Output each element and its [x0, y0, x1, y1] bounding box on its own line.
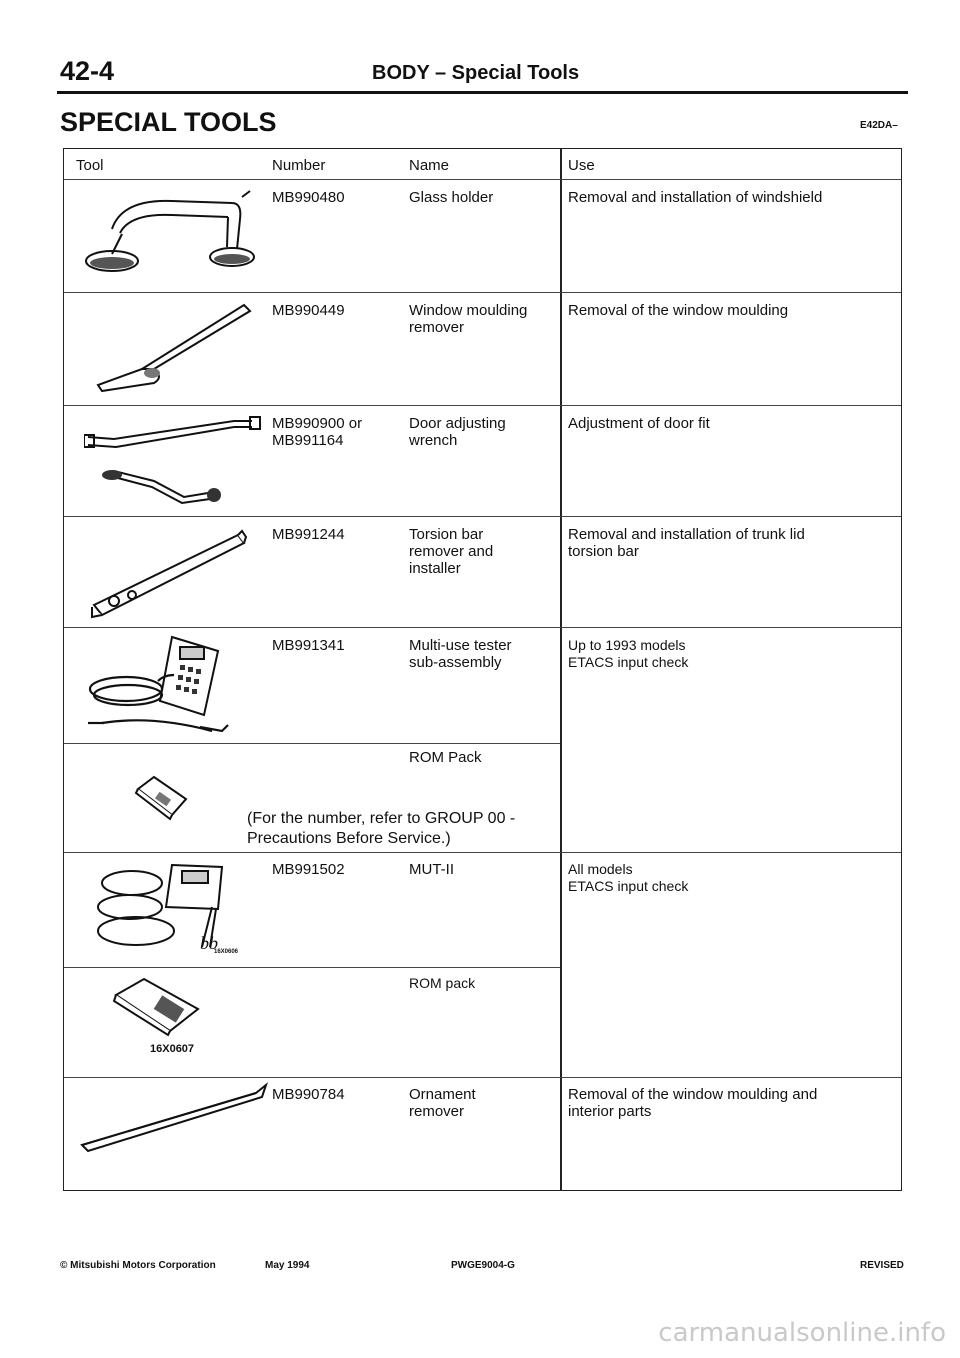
ornament-remover-icon: [76, 1079, 276, 1154]
footer-status: REVISED: [860, 1260, 904, 1271]
svg-text:bb: bb: [200, 933, 218, 953]
tool-use: All models ETACS input check: [568, 861, 689, 894]
multi-use-tester-icon: [82, 631, 252, 739]
mut-ii-tester-icon: [92, 857, 264, 961]
tool-number: MB990900 or MB991164: [272, 415, 363, 449]
tool-use: Removal and installation of trunk lid torsion bar: [568, 526, 805, 560]
tool-name: Ornament remover: [409, 1086, 476, 1120]
section-code: E42DA–: [860, 120, 898, 131]
col-header-number: Number: [272, 157, 326, 174]
door-wrench-icon: [84, 411, 264, 506]
header-row-rule: [64, 179, 901, 180]
row-rule: [64, 852, 901, 853]
row-rule: [64, 292, 901, 293]
row-rule: [64, 516, 901, 517]
tool-use: Up to 1993 models ETACS input check: [568, 637, 689, 670]
tool-use: Removal and installation of windshield: [568, 189, 823, 206]
row-rule: [64, 627, 901, 628]
row-rule: [64, 1077, 901, 1078]
tool-name: ROM pack: [409, 975, 476, 991]
header-rule: [57, 91, 908, 94]
footer-date: May 1994: [265, 1260, 310, 1271]
row-rule: [64, 967, 560, 968]
rom-pack-icon: [134, 775, 190, 821]
figure-label: 16X0606: [214, 949, 239, 955]
col-header-tool: Tool: [76, 157, 104, 174]
tool-number: MB991244: [272, 526, 345, 543]
tool-name: Door adjusting wrench: [409, 415, 506, 449]
tool-number: MB991341: [272, 637, 345, 654]
torsion-bar-tool-icon: [88, 527, 248, 622]
footer-doc-code: PWGE9004-G: [451, 1260, 515, 1271]
moulding-remover-icon: [94, 299, 254, 394]
figure-label: 16X0607: [150, 1043, 195, 1055]
tool-name: Glass holder: [409, 189, 494, 206]
glass-holder-icon: [82, 189, 262, 279]
rom-pack-icon: [112, 975, 202, 1037]
tool-name: Torsion bar remover and installer: [409, 526, 494, 577]
special-tools-table: [63, 148, 902, 1191]
tool-number: MB990480: [272, 189, 345, 206]
tool-use: Adjustment of door fit: [568, 415, 710, 432]
tool-number: MB990784: [272, 1086, 345, 1103]
watermark: carmanualsonline.info: [658, 1318, 946, 1348]
row-rule: [64, 405, 901, 406]
col-header-use: Use: [568, 157, 595, 174]
tool-name: ROM Pack: [409, 749, 482, 766]
footer-copyright: © Mitsubishi Motors Corporation: [60, 1260, 216, 1271]
tool-number: MB990449: [272, 302, 345, 319]
rom-pack-note: (For the number, refer to GROUP 00 - Precautions Before Service.): [247, 810, 516, 847]
tool-number: MB991502: [272, 861, 345, 878]
column-divider: [560, 149, 562, 1190]
row-rule: [64, 743, 560, 744]
page-header-title: BODY – Special Tools: [372, 62, 580, 84]
tool-use: Removal of the window moulding and interior parts: [568, 1086, 818, 1120]
tool-name: Multi-use tester sub-assembly: [409, 637, 512, 671]
page-number: 42-4: [60, 56, 115, 86]
tool-name: Window moulding remover: [409, 302, 528, 336]
section-title: SPECIAL TOOLS: [60, 107, 277, 137]
tool-use: Removal of the window moulding: [568, 302, 789, 319]
col-header-name: Name: [409, 157, 450, 174]
tool-name: MUT-II: [409, 861, 454, 878]
